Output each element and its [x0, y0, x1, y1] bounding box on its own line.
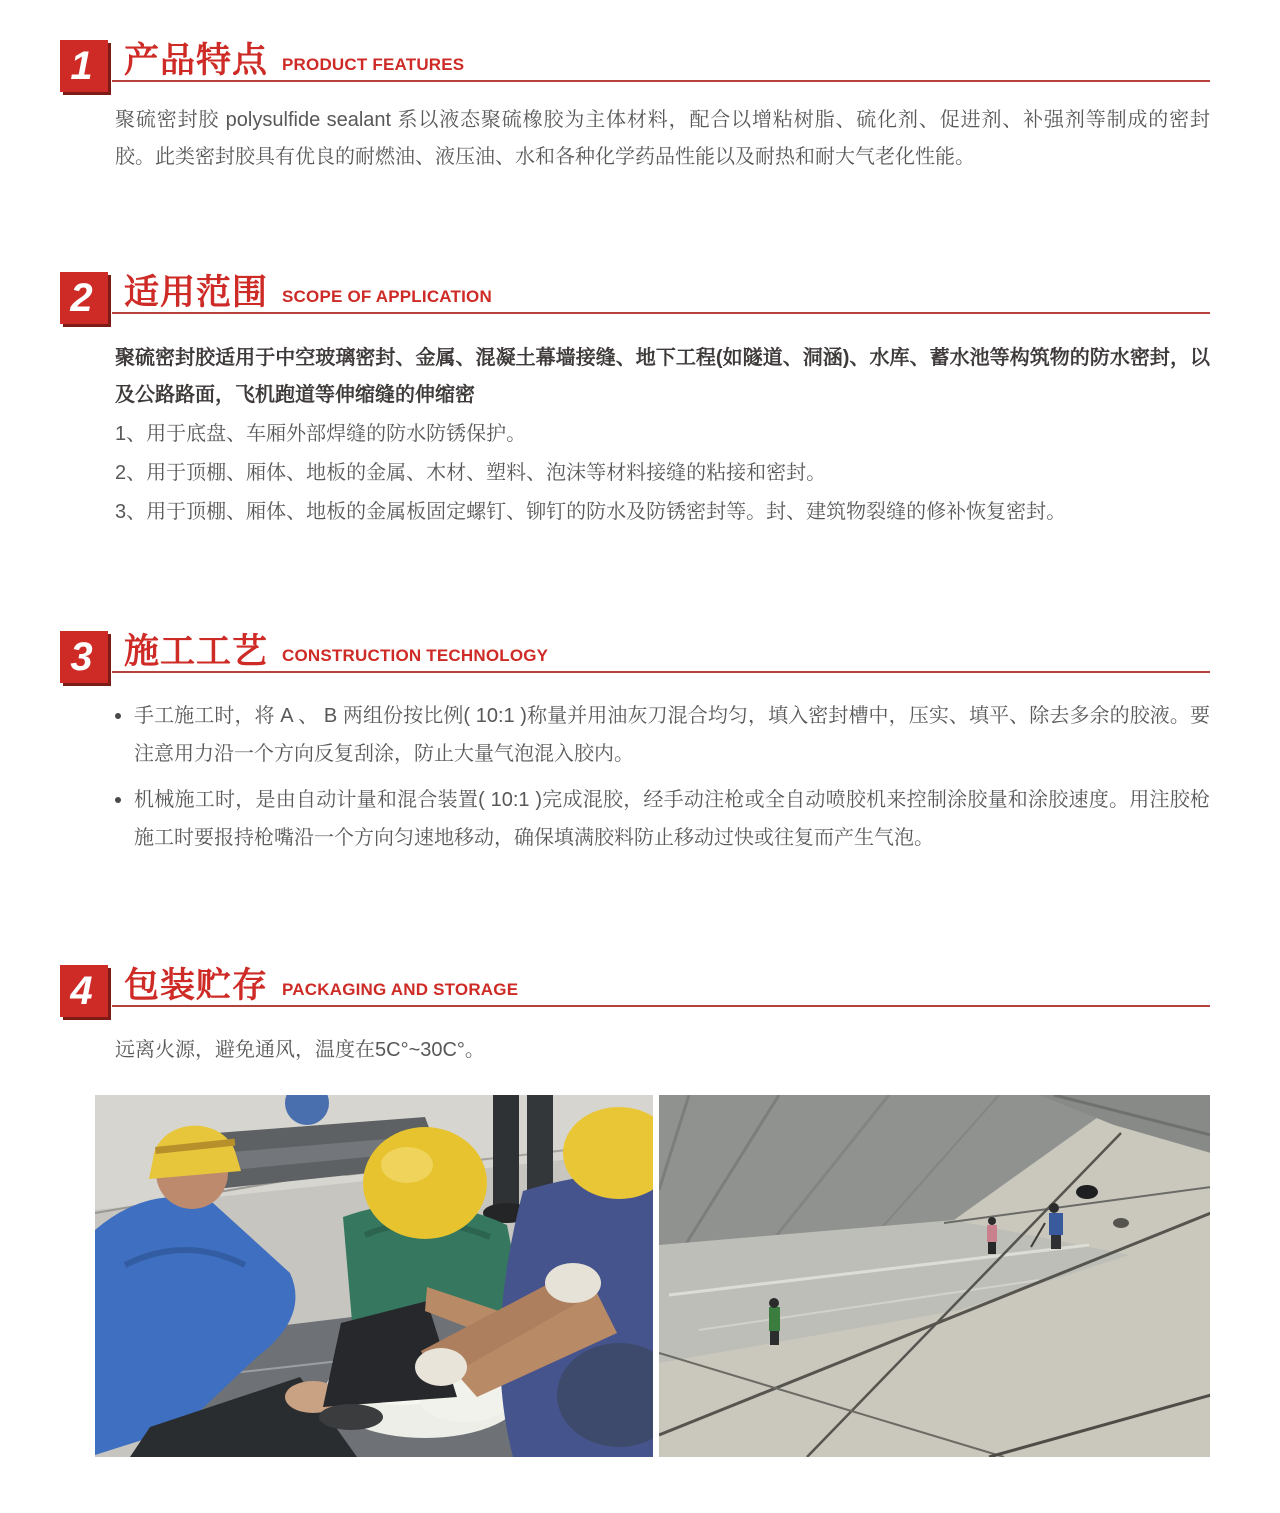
section-4-title-zh: 包装贮存 [124, 966, 269, 1005]
photos-row [95, 1095, 1210, 1457]
section-4-title-en: PACKAGING AND STORAGE [282, 980, 519, 999]
list-item: 1、用于底盘、车厢外部焊缝的防水防锈保护。 [115, 423, 527, 445]
list-item: 2、用于顶棚、厢体、地板的金属、木材、塑料、泡沫等材料接缝的粘接和密封。 [115, 462, 827, 484]
section-2-list [115, 416, 1210, 531]
bullet-icon [115, 713, 121, 719]
bullet-text: 机械施工时，是由自动计量和混合装置( 10:1 )完成混胶，经手动注枪或全自动喷胶机来控制涂胶量和涂胶速度。用注胶枪施工时要报持枪嘴沿一个方向匀速地移动，确保填满胶料防止移动过快或往复而产生气泡。 [134, 789, 1210, 849]
list-item: 3、用于顶棚、厢体、地板的金属板固定螺钉、铆钉的防水及防锈密封等。封、建筑物裂缝的修补恢复密封。 [115, 501, 1067, 523]
bullet-item [115, 697, 1210, 773]
bullet-text: 手工施工时，将 A 、 B 两组份按比例( 10:1 )称量并用油灰刀混合均匀，填入密封槽中，压实、填平、除去多余的胶液。要注意用力沿一个方向反复刮涂，防止大量气泡混入胶内。 [134, 705, 1210, 765]
section-1-paragraph: 聚硫密封胶 polysulfide sealant 系以液态聚硫橡胶为主体材料，配合以增粘树脂、硫化剂、促进剂、补强剂等制成的密封胶。此类密封胶具有优良的耐燃油、液压油、水和各种化学药品性能以及耐热和耐大气老化性能。 [115, 109, 1210, 168]
section-1-number-badge: 1 [60, 40, 108, 92]
section-3-number-badge: 3 [60, 631, 108, 683]
section-2-header [60, 272, 1210, 328]
section-3-header [60, 631, 1210, 687]
bullet-item [115, 781, 1210, 857]
section-3-title-en: CONSTRUCTION TECHNOLOGY [282, 646, 549, 665]
section-3-bullet-list [115, 697, 1210, 857]
section-4-paragraph: 远离火源，避免通风，温度在5C°~30C°。 [115, 1039, 485, 1061]
sealant-mixing-photo [95, 1095, 653, 1457]
section-4-number-badge: 4 [60, 965, 108, 1017]
section-1-title-zh: 产品特点 [124, 41, 269, 80]
section-4-header [60, 965, 1210, 1021]
section-2-number-badge: 2 [60, 272, 108, 324]
section-2-title-zh: 适用范围 [124, 273, 269, 312]
bullet-icon [115, 797, 121, 803]
section-3-title-zh: 施工工艺 [124, 632, 269, 671]
worker-figure-pink [987, 1217, 997, 1254]
section-2-title-en: SCOPE OF APPLICATION [282, 287, 492, 306]
section-2-lead-paragraph: 聚硫密封胶适用于中空玻璃密封、金属、混凝土幕墙接缝、地下工程(如隧道、洞涵)、水库、蓄水池等构筑物的防水密封，以及公路路面，飞机跑道等伸缩缝的伸缩密 [115, 347, 1210, 406]
embankment-application-photo [659, 1095, 1210, 1457]
worker-figure-green [769, 1298, 780, 1345]
section-1-header [60, 40, 1210, 96]
section-1-title-en: PRODUCT FEATURES [282, 55, 465, 74]
